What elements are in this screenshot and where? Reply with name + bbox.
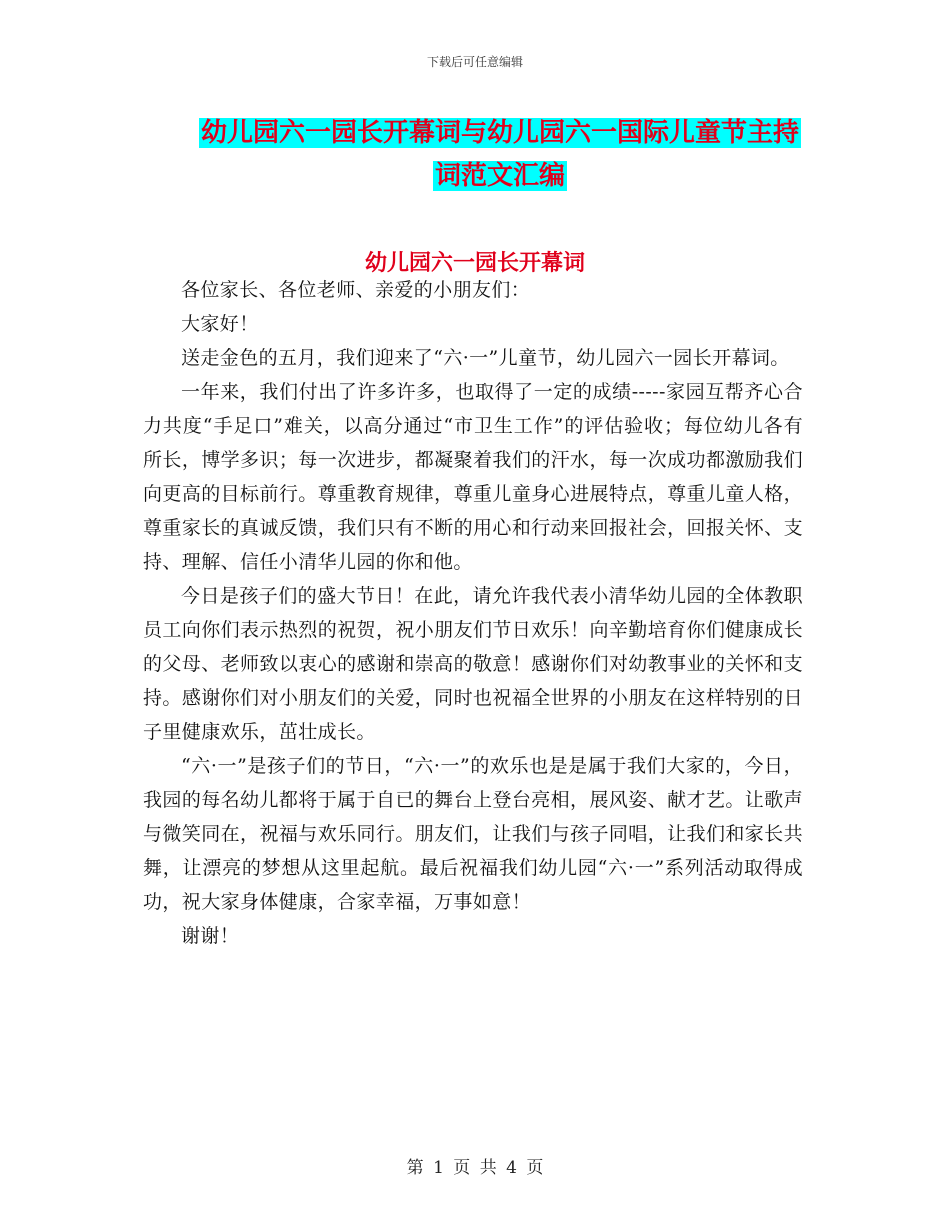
document-body — [143, 273, 803, 953]
document-title-line-1: 幼儿园六一园长开幕词与幼儿园六一国际儿童节主持 — [200, 118, 799, 148]
document-title — [190, 112, 810, 198]
section-title: 幼儿园六一园长开幕词 — [364, 250, 585, 276]
page-header-note: 下载后可任意编辑 — [426, 55, 523, 69]
paragraph-congratulations: 今日是孩子们的盛大节日！在此，请允许我代表小清华幼儿园的全体教职员工向你们表示热烈的祝贺，祝小朋友们节日欢乐！向辛勤培育你们健康成长的父母、老师致以衷心的感谢和崇高的敬意！感谢你们对幼教事业的关怀和支持。感谢你们对小朋友们的关爱，同时也祝福全世界的小朋友在这样特别的日子里健康欢乐，茁壮成长。 — [143, 585, 803, 743]
paragraph-greeting: 大家好！ — [181, 313, 259, 335]
paragraph-thanks: 谢谢！ — [181, 925, 240, 947]
paragraph-intro: 送走金色的五月，我们迎来了“六·一”儿童节，幼儿园六一园长开幕词。 — [181, 347, 790, 369]
page-number: 第 1 页 共 4 页 — [406, 1158, 544, 1178]
paragraph-salutation: 各位家长、各位老师、亲爱的小朋友们： — [181, 279, 531, 301]
paragraph-achievements: 一年来，我们付出了许多许多，也取得了一定的成绩-----家园互帮齐心合力共度“手足口”难关，以高分通过“市卫生工作”的评估验收；每位幼儿各有所长，博学多识；每一次进步，都凝聚着我们的汗水，每一次成功都激励我们向更高的目标前行。尊重教育规律，尊重儿童身心进展特点，尊重儿童人格，尊重家长的真诚反馈，我们只有不断的用心和行动来回报社会，回报关怀、支持、理解、信任小清华儿园的你和他。 — [143, 381, 803, 573]
document-title-line-2: 词范文汇编 — [434, 161, 565, 191]
paragraph-festival: “六·一”是孩子们的节日，“六·一”的欢乐也是是属于我们大家的，今日，我园的每名幼儿都将于属于自已的舞台上登台亮相，展风姿、献才艺。让歌声与微笑同在，祝福与欢乐同行。朋友们，让我们与孩子同唱，让我们和家长共舞，让漂亮的梦想从这里起航。最后祝福我们幼儿园“六·一”系列活动取得成功，祝大家身体健康，合家幸福，万事如意！ — [143, 755, 803, 913]
